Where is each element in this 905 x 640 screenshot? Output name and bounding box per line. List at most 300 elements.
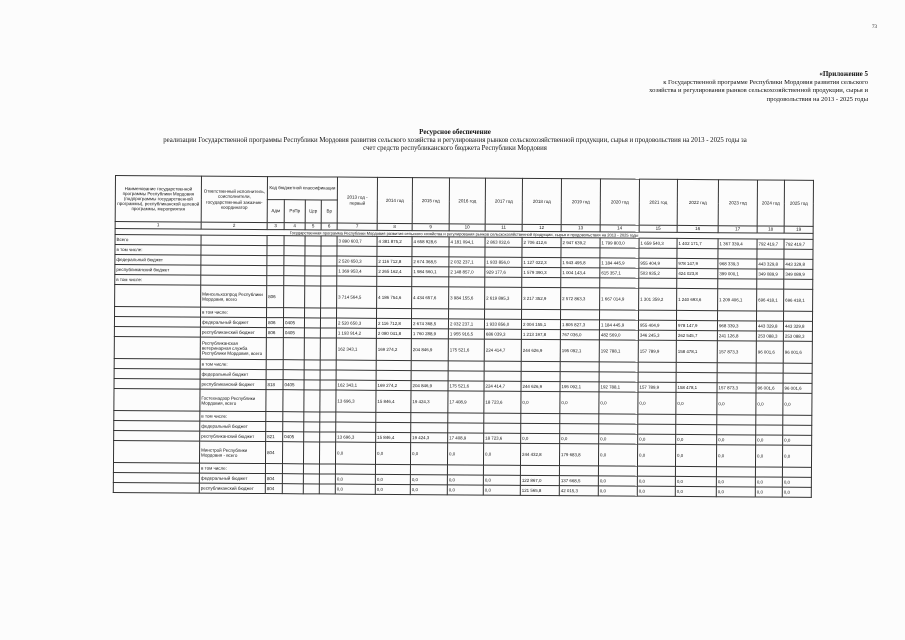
row-value: 0,0 — [756, 435, 783, 445]
row-code-rzpr — [284, 236, 305, 246]
row-value — [560, 362, 599, 372]
row-value: 2 116 712,8 — [377, 256, 412, 266]
row-label — [114, 411, 200, 422]
row-value: 2 004 155,1 — [521, 319, 560, 329]
row-executor: республиканский бюджет — [200, 327, 266, 337]
row-value: 615 357,1 — [600, 268, 639, 278]
row-code-vr — [321, 276, 337, 286]
row-code-adm: 804 — [265, 484, 282, 494]
row-code-adm — [266, 412, 283, 422]
row-value: 42 015,3 — [559, 486, 598, 496]
row-value: 0,0 — [410, 475, 447, 485]
row-label — [114, 431, 200, 442]
row-value: 192 788,1 — [599, 340, 638, 362]
row-value — [337, 276, 377, 286]
column-number: 4 — [284, 223, 305, 230]
appendix-line: продовольствия на 2013 - 2025 годы — [766, 95, 868, 103]
row-value: 346 245,3 — [638, 330, 676, 340]
row-value: 0,0 — [483, 443, 520, 465]
row-code-vr — [320, 328, 336, 338]
row-value — [448, 361, 484, 371]
row-code-rzpr — [284, 266, 305, 276]
row-value: 162 343,1 — [336, 380, 376, 390]
row-value — [336, 370, 376, 380]
row-value: 0,0 — [783, 393, 812, 415]
row-executor: республиканский бюджет — [200, 379, 266, 389]
row-value — [599, 362, 638, 372]
column-number: 11 — [485, 224, 522, 231]
row-value — [411, 423, 448, 433]
row-value: 0,0 — [782, 477, 811, 487]
row-value — [717, 415, 756, 425]
row-value: 96 001,6 — [756, 341, 783, 363]
row-value — [783, 363, 812, 373]
row-value — [783, 311, 812, 321]
row-code-adm — [265, 464, 282, 474]
row-value: 4 658 928,6 — [412, 237, 449, 247]
column-number: 17 — [718, 226, 757, 233]
row-value: 3 217 352,9 — [522, 287, 561, 309]
row-value: 2 674 368,5 — [411, 319, 448, 329]
column-number: 8 — [377, 223, 412, 230]
row-value: 0,0 — [599, 392, 638, 414]
row-value — [757, 279, 784, 289]
appendix-line: хозяйства и регулирования рынков сельскохозяйственной продукции, сырья и — [649, 87, 868, 95]
row-value: 0,0 — [560, 434, 599, 444]
heading-line: реализации Государственной программы Республики Мордовия развития сельского хозяйства и регулирования рынков сельскохозяйственной продукции, сырья и продовольствия на 2013 - 2025 годы за — [163, 136, 747, 144]
row-code-csr — [304, 328, 320, 338]
row-value: 503 935,2 — [639, 268, 677, 278]
row-value: 0,0 — [637, 486, 675, 496]
row-code-adm: 806 — [267, 286, 284, 308]
row-value: 2 080 041,8 — [376, 328, 411, 338]
row-value — [638, 372, 676, 382]
column-number: 10 — [449, 224, 485, 231]
row-value: 0,0 — [335, 442, 375, 464]
column-number: 15 — [639, 225, 677, 232]
row-value: 0,0 — [638, 434, 676, 444]
row-value: 0,0 — [755, 445, 782, 467]
row-label — [114, 337, 200, 360]
row-value — [599, 414, 638, 424]
row-label: в том числе: — [115, 245, 201, 256]
row-value: 122 867,0 — [520, 475, 559, 485]
row-value — [377, 276, 412, 286]
row-value: 157 873,3 — [717, 341, 756, 363]
header-code: Вр — [321, 200, 337, 223]
row-code-csr — [304, 370, 320, 380]
row-code-vr — [321, 286, 337, 308]
header-year: 2022 год — [677, 179, 718, 225]
row-value: 968 339,3 — [717, 321, 756, 331]
row-code-vr — [320, 412, 336, 422]
row-value: 3 714 564,5 — [337, 286, 377, 308]
table-body — [113, 222, 813, 498]
row-executor: Минстрой Республики Мордовия - всего — [199, 441, 265, 463]
row-value: 0,0 — [375, 442, 410, 464]
row-value — [676, 425, 717, 435]
row-value — [676, 363, 717, 373]
row-value — [638, 362, 676, 372]
row-code-rzpr: 0405 — [283, 318, 304, 328]
row-value: 17 408,9 — [448, 391, 484, 413]
row-code-rzpr — [283, 422, 304, 432]
column-number: 18 — [757, 226, 784, 233]
row-value: 0,0 — [335, 484, 375, 494]
column-number: 16 — [677, 225, 718, 232]
column-number: 7 — [337, 223, 377, 230]
row-value: 0,0 — [716, 445, 755, 467]
row-code-csr — [305, 266, 321, 276]
row-value — [521, 361, 560, 371]
row-code-vr — [320, 432, 336, 442]
row-code-vr — [320, 380, 336, 390]
row-value: 792 419,7 — [784, 239, 813, 249]
row-code-csr — [305, 256, 321, 266]
row-value: 443 329,8 — [757, 259, 784, 269]
row-executor: федеральный бюджет — [200, 317, 266, 327]
row-value — [449, 247, 485, 257]
row-value: 0,0 — [675, 487, 716, 497]
row-code-vr — [321, 256, 337, 266]
row-value: 15 846,4 — [376, 390, 411, 412]
row-value: 18 723,6 — [484, 433, 521, 443]
row-value: 204 846,9 — [411, 381, 448, 391]
row-value: 978 147,9 — [677, 259, 718, 269]
row-value — [560, 372, 599, 382]
row-value: 1 213 197,8 — [521, 329, 560, 339]
row-value: 978 147,9 — [676, 321, 717, 331]
row-code-vr — [321, 236, 337, 246]
row-executor — [201, 275, 267, 285]
row-value — [485, 309, 522, 319]
row-value — [757, 249, 784, 259]
heading-line: счет средств республиканского бюджета Республики Мордовия — [363, 145, 547, 153]
row-executor: федеральный бюджет — [200, 369, 266, 379]
row-value — [756, 363, 783, 373]
row-value: 0,0 — [782, 445, 811, 467]
row-code-rzpr — [284, 308, 305, 318]
row-value — [638, 310, 676, 320]
row-value: 0,0 — [335, 474, 375, 484]
row-value: 19 424,3 — [411, 391, 448, 413]
row-code-csr — [305, 236, 321, 246]
header-year: 2018 год — [522, 178, 561, 224]
row-value — [676, 415, 717, 425]
row-value — [639, 248, 677, 258]
row-value — [637, 466, 675, 476]
row-value: 253 088,3 — [783, 331, 812, 341]
row-label: республиканский бюджет — [115, 265, 201, 276]
row-value: 0,0 — [447, 443, 483, 465]
row-value — [756, 373, 783, 383]
row-value: 2 706 412,6 — [522, 237, 561, 247]
header-year: 2014 год — [377, 177, 412, 223]
row-code-adm: 804 — [265, 442, 282, 464]
row-value: 0,0 — [598, 476, 637, 486]
row-code-rzpr — [283, 390, 304, 412]
row-code-adm — [267, 236, 284, 246]
row-label — [114, 359, 200, 370]
row-value — [676, 373, 717, 383]
row-value — [412, 277, 449, 287]
row-value: 4 381 875,2 — [377, 236, 412, 246]
row-executor: в том числе: — [200, 411, 266, 421]
row-value — [599, 310, 638, 320]
row-code-adm — [266, 360, 283, 370]
row-label — [115, 285, 201, 308]
row-value: 1 209 406,1 — [718, 289, 757, 311]
header-year: 2024 год — [757, 180, 784, 226]
row-value: 3 890 603,7 — [337, 236, 377, 246]
row-value: 1 004 143,4 — [561, 268, 600, 278]
row-value: 157 873,3 — [717, 383, 756, 393]
row-code-adm — [267, 266, 284, 276]
header-code: РзПр — [284, 200, 305, 223]
row-executor: федеральный бюджет — [199, 473, 265, 483]
row-value: 482 569,0 — [599, 330, 638, 340]
row-value — [638, 414, 676, 424]
row-code-rzpr — [284, 256, 305, 266]
row-value: 1 127 022,3 — [522, 257, 561, 267]
header-year: 2020 год — [600, 179, 639, 225]
row-value: 349 089,9 — [757, 269, 784, 279]
row-code-csr — [305, 276, 321, 286]
row-value: 686 039,3 — [484, 329, 521, 339]
row-value: 0,0 — [483, 485, 520, 495]
header-year: 2021 год — [639, 179, 677, 225]
row-value: 0,0 — [410, 443, 447, 465]
row-value: 0,0 — [675, 445, 716, 467]
row-code-vr — [321, 266, 337, 276]
row-code-csr — [305, 286, 321, 308]
row-label — [113, 473, 199, 484]
row-value — [447, 465, 483, 475]
row-value: 13 696,3 — [336, 390, 376, 412]
row-code-rzpr — [282, 484, 303, 494]
column-number: 13 — [561, 225, 600, 232]
row-value — [599, 424, 638, 434]
row-value — [756, 311, 783, 321]
row-value: 2 674 368,5 — [412, 257, 449, 267]
column-number: 5 — [305, 223, 321, 230]
row-value: 162 343,1 — [336, 338, 376, 360]
row-value — [638, 424, 676, 434]
row-value: 0,0 — [410, 485, 447, 495]
row-value — [377, 308, 412, 318]
row-value: 2 032 237,1 — [448, 319, 484, 329]
row-code-vr — [319, 484, 335, 494]
header-executor: Ответственный исполнитель, соисполнители, государственный заказчик-координатор — [201, 176, 267, 222]
row-value: 2 520 650,3 — [337, 256, 377, 266]
row-value — [411, 361, 448, 371]
row-value: 1 579 390,3 — [522, 267, 561, 277]
row-value: 0,0 — [717, 393, 756, 415]
row-value: 2 572 863,3 — [561, 288, 600, 310]
row-code-csr — [303, 484, 319, 494]
row-code-rzpr — [282, 474, 303, 484]
row-value: 0,0 — [375, 474, 410, 484]
row-value: 195 092,1 — [560, 340, 599, 362]
row-code-rzpr: 0405 — [283, 328, 304, 338]
row-value: 349 089,9 — [784, 269, 813, 279]
row-executor: в том числе: — [200, 359, 266, 369]
row-value: 0,0 — [637, 476, 675, 486]
row-code-vr — [320, 422, 336, 432]
row-code-csr — [304, 422, 320, 432]
row-value: 2 947 639,2 — [561, 238, 600, 248]
row-value: 2 116 712,8 — [376, 318, 411, 328]
row-value — [410, 465, 447, 475]
header-name: Наименование государственной программы Республики Мордовия (подпрограммы государственной программы), республиканской целевой программы, мероприятия — [115, 176, 201, 223]
row-value: 175 521,6 — [448, 339, 484, 361]
row-code-adm: 821 — [266, 432, 283, 442]
row-value: 13 696,3 — [336, 432, 376, 442]
row-value: 19 424,3 — [411, 433, 448, 443]
row-value: 443 329,8 — [783, 321, 812, 331]
row-executor: республиканский бюджет — [200, 431, 266, 441]
row-value — [448, 423, 484, 433]
row-value: 158 478,1 — [676, 383, 717, 393]
row-value: 18 723,6 — [484, 391, 521, 413]
row-code-adm — [266, 370, 283, 380]
row-value: 0,0 — [783, 435, 812, 445]
row-value — [522, 247, 561, 257]
page-number: 73 — [872, 25, 877, 30]
row-value: 0,0 — [676, 435, 717, 445]
row-value — [335, 464, 375, 474]
row-value: 1 799 803,0 — [600, 238, 639, 248]
row-value: 1 301 359,2 — [639, 288, 677, 310]
column-number: 2 — [201, 222, 267, 229]
header-year: 2015 год — [412, 178, 449, 224]
row-value: 1 659 540,3 — [639, 238, 677, 248]
row-value — [376, 360, 411, 370]
row-value: 1 933 856,0 — [484, 319, 521, 329]
row-executor: Гостехнадзор Республики Мордовия, всего — [200, 389, 266, 411]
row-value — [600, 248, 639, 258]
header-row — [115, 176, 813, 204]
row-value: 3 984 155,6 — [449, 287, 485, 309]
row-value: 4 181 094,1 — [449, 237, 485, 247]
row-label: Всего — [115, 235, 201, 246]
row-code-rzpr — [282, 442, 303, 464]
row-value: 0,0 — [782, 487, 811, 497]
row-value — [561, 248, 600, 258]
header-code: Цср — [305, 200, 321, 223]
column-number: 12 — [522, 224, 561, 231]
row-value: 1 933 856,0 — [485, 257, 522, 267]
row-value — [521, 371, 560, 381]
row-value: 175 521,6 — [448, 381, 484, 391]
row-value — [783, 415, 812, 425]
column-number: 1 — [115, 222, 201, 230]
row-code-adm: 806 — [266, 318, 283, 328]
row-value: 224 414,7 — [484, 381, 521, 391]
row-code-adm — [267, 256, 284, 266]
row-code-vr — [320, 390, 336, 412]
row-value — [600, 278, 639, 288]
row-value: 1 984 560,1 — [412, 267, 449, 277]
row-code-csr — [303, 442, 319, 464]
row-value: 4 186 754,6 — [377, 286, 412, 308]
row-code-vr — [320, 338, 336, 360]
header-year: 2025 год — [784, 180, 813, 226]
row-value — [411, 371, 448, 381]
row-executor: в том числе: — [201, 307, 267, 317]
row-label — [113, 463, 199, 474]
row-value: 424 023,8 — [677, 269, 718, 279]
row-code-rzpr — [282, 464, 303, 474]
program-title: Государственная программа Республики Мордовия развития сельского хозяйства и регулирования рынков сельскохозяйственной продукции, сырья и продовольствия на 2013 - 2025 годы — [115, 229, 813, 240]
row-value: 0,0 — [716, 487, 755, 497]
row-value — [756, 425, 783, 435]
row-value: 2 148 857,0 — [449, 267, 485, 277]
row-code-rzpr — [284, 286, 305, 308]
header-year: 2017 год — [485, 178, 522, 224]
row-code-csr — [305, 308, 321, 318]
heading-title: Ресурсное обеспечение — [419, 128, 491, 136]
row-value: 0,0 — [483, 475, 520, 485]
row-value: 262 545,7 — [676, 331, 717, 341]
row-value: 179 683,8 — [559, 444, 598, 466]
row-value — [717, 311, 756, 321]
row-code-csr — [304, 380, 320, 390]
row-value: 0,0 — [755, 487, 782, 497]
row-value — [448, 371, 484, 381]
row-value: 955 404,9 — [638, 320, 676, 330]
row-value: 2 265 162,4 — [377, 266, 412, 276]
row-value: 96 001,6 — [756, 383, 783, 393]
row-value: 17 408,9 — [448, 433, 484, 443]
row-value: 0,0 — [717, 435, 756, 445]
row-code-rzpr: 0405 — [283, 432, 304, 442]
row-value: 767 036,0 — [560, 330, 599, 340]
row-executor: Минсельхозпрод Республики Мордовия, всего — [201, 285, 267, 307]
header-year: 2013 год - первый — [337, 177, 377, 223]
row-value: 244 432,8 — [520, 443, 559, 465]
row-value: 192 788,1 — [599, 382, 638, 392]
row-value: 696 418,1 — [784, 289, 813, 311]
row-value: 0,0 — [755, 477, 782, 487]
row-code-vr — [320, 318, 336, 328]
row-value: 1 943 495,8 — [561, 258, 600, 268]
row-value — [448, 413, 484, 423]
row-value — [676, 311, 717, 321]
row-value: 1 955 916,5 — [448, 329, 484, 339]
row-value — [336, 412, 376, 422]
row-value: 955 404,9 — [639, 258, 677, 268]
row-value — [559, 466, 598, 476]
row-value — [755, 467, 782, 477]
row-value — [484, 413, 521, 423]
row-value: 1 193 914,2 — [336, 328, 376, 338]
row-value — [520, 465, 559, 475]
row-value: 0,0 — [521, 391, 560, 413]
row-executor — [201, 265, 267, 275]
row-code-csr — [304, 360, 320, 370]
row-value — [784, 279, 813, 289]
row-value: 1 184 445,9 — [599, 320, 638, 330]
row-value: 0,0 — [638, 392, 676, 414]
row-value: 0,0 — [375, 484, 410, 494]
row-code-csr — [304, 318, 320, 328]
row-value: 0,0 — [447, 475, 483, 485]
row-code-csr — [304, 338, 320, 360]
row-value: 204 846,9 — [411, 339, 448, 361]
row-value: 0,0 — [598, 486, 637, 496]
row-value — [677, 249, 718, 259]
